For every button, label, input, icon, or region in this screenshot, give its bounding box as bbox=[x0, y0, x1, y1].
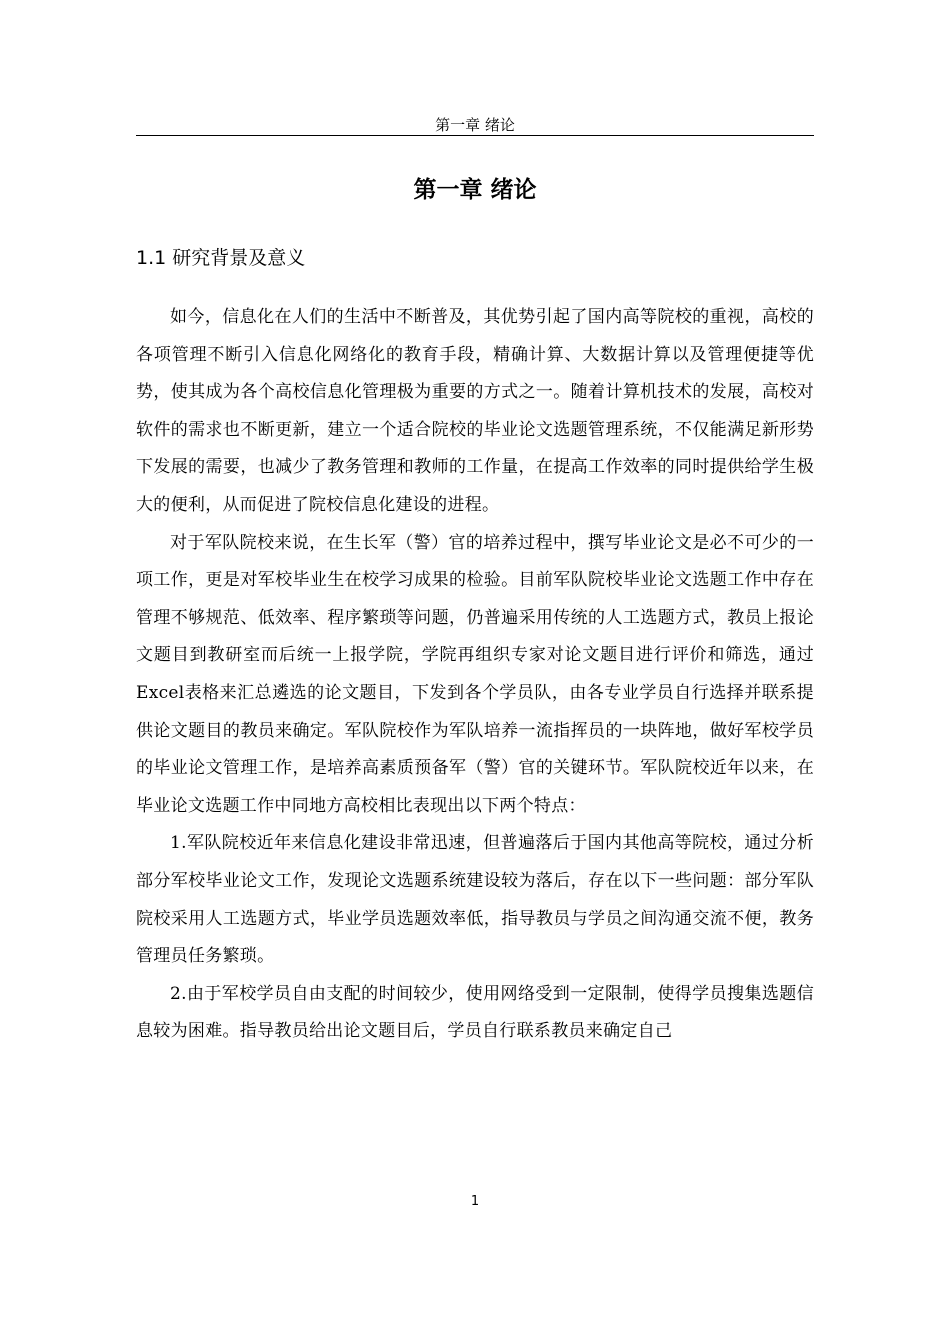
running-header: 第一章 绪论 bbox=[435, 116, 515, 134]
paragraph: 如今，信息化在人们的生活中不断普及，其优势引起了国内高等院校的重视，高校的各项管理不断引入信息化网络化的教育手段，精确计算、大数据计算以及管理便捷等优势，使其成为各个高校信息化管理极为重要的方式之一。随着计算机技术的发展，高校对软件的需求也不断更新，建立一个适合院校的毕业论文选题管理系统，不仅能满足新形势下发展的需要，也减少了教务管理和教师的工作量，在提高工作效率的同时提供给学生极大的便利，从而促进了院校信息化建设的进程。 bbox=[136, 307, 814, 515]
page-number: 1 bbox=[470, 1194, 480, 1209]
list-item-paragraph: 2.由于军校学员自由支配的时间较少，使用网络受到一定限制，使得学员搜集选题信息较为困难。指导教员给出论文题目后，学员自行联系教员来确定自己 bbox=[136, 983, 814, 1042]
header-divider bbox=[136, 135, 814, 136]
body-text bbox=[136, 299, 814, 1051]
list-item-paragraph: 1.军队院校近年来信息化建设非常迅速，但普遍落后于国内其他高等院校，通过分析部分军校毕业论文工作，发现论文选题系统建设较为落后，存在以下一些问题：部分军队院校采用人工选题方式，毕业学员选题效率低，指导教员与学员之间沟通交流不便，教务管理员任务繁琐。 bbox=[136, 833, 814, 967]
paragraph: 对于军队院校来说，在生长军（警）官的培养过程中，撰写毕业论文是必不可少的一项工作，更是对军校毕业生在校学习成果的检验。目前军队院校毕业论文选题工作中存在管理不够规范、低效率、程序繁琐等问题，仍普遍采用传统的人工选题方式，教员上报论文题目到教研室而后统一上报学院，学院再组织专家对论文题目进行评价和筛选，通过Excel表格来汇总遴选的论文题目，下发到各个学员队，由各专业学员自行选择并联系提供论文题目的教员来确定。军队院校作为军队培养一流指挥员的一块阵地，做好军校学员的毕业论文管理工作，是培养高素质预备军（警）官的关键环节。军队院校近年以来，在毕业论文选题工作中同地方高校相比表现出以下两个特点： bbox=[136, 532, 814, 816]
chapter-title: 第一章 绪论 bbox=[413, 177, 537, 203]
section-heading: 1.1 研究背景及意义 bbox=[136, 247, 306, 269]
